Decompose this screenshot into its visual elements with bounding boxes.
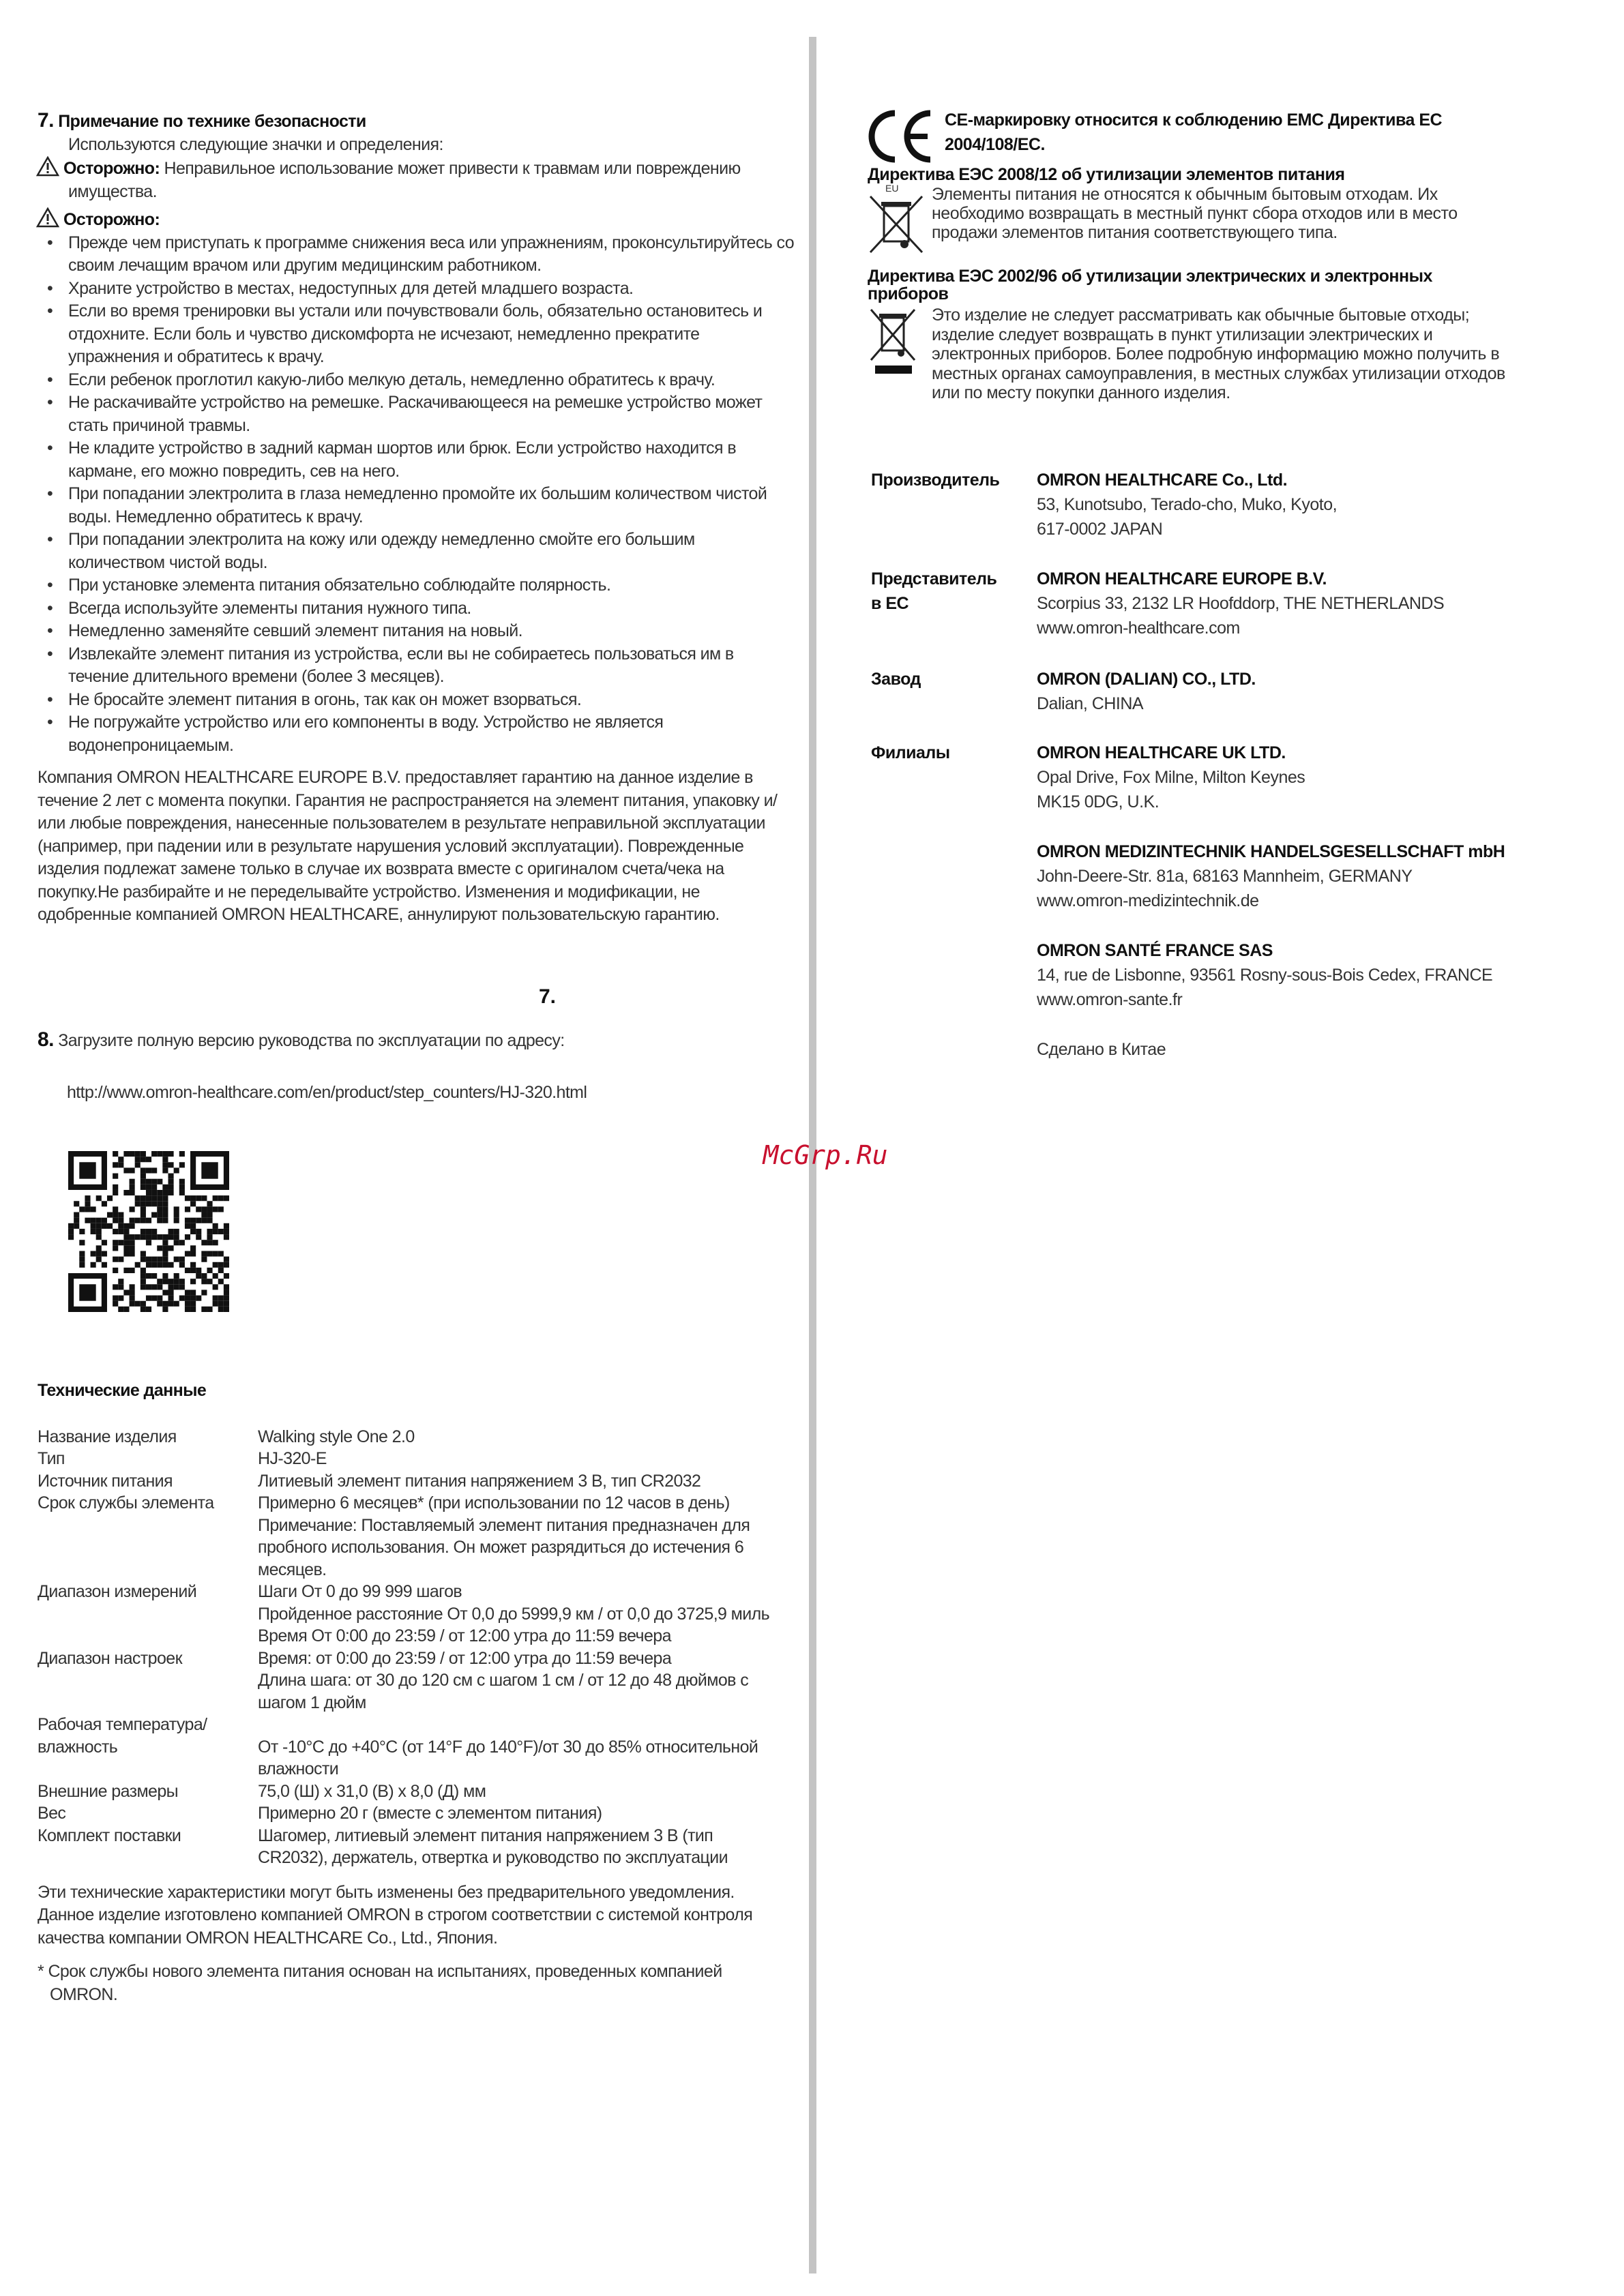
eu-rep-info: OMRON HEALTHCARE EUROPE B.V. Scorpius 33, 2132 LR Hoofddorp, THE NETHERLANDS www.omron-healthcare.com [1037,567,1582,640]
spec-key: Название изделия [38,1427,177,1446]
spec-value: Длина шага: от 30 до 120 см с шагом 1 см / от 12 до 48 дюймов с шагом 1 дюйм [258,1671,749,1712]
spec-value: 75,0 (Ш) x 31,0 (В) x 8,0 (Д) мм [258,1781,486,1801]
branch-uk-info: OMRON HEALTHCARE UK LTD. Opal Drive, Fox Milne, Milton Keynes MK15 0DG, U.K. [1037,743,1305,811]
warranty-paragraph: Компания OMRON HEALTHCARE EUROPE B.V. предоставляет гарантию на данное изделие в течение 2 лет с момента покупки. Гарантия не распространяется на элемент питания, упаковку и/или любые повреждения, нанесенные пользователем в результате неправильной эксплуатации (например, при падении или в результате нарушения условий эксплуатации). Поврежденные изделия подлежат замене только в случае их возврата вместе с оригиналом счета/чека на покупку.Не разбирайте и не переделывайте устройство. Изменения и модификации, не одобренные компанией OMRON HEALTHCARE, аннулируют пользовательскую гарантию. [38,768,778,924]
table-row [38,1448,774,1470]
table-row [38,1825,774,1869]
spec-value: Шаги От 0 до 99 999 шагов [258,1582,462,1601]
list-item: • При попадании электролита в глаза немедленно промойте их большим количеством чистой воды. Немедленно обратитесь к врачу. [38,483,795,528]
watermark: McGrp.Ru [763,1140,888,1170]
specs-table [38,1426,774,1869]
table-row [38,1470,774,1493]
spec-value: От -10°C до +40°C (от 14°F до 140°F)/от 30 до 85% относительной влажности [258,1737,758,1778]
list-item: • Если ребенок проглотил какую-либо мелкую деталь, немедленно обратитесь к врачу. [38,369,795,392]
branch-fr-website-link[interactable]: www.omron-sante.fr [1037,990,1183,1009]
spec-key: Комплект поставки [38,1825,181,1845]
qr-code[interactable] [68,1151,229,1312]
list-item: • При попадании электролита на кожу или одежду немедленно смойте его большим количеством чистой воды. [38,528,795,574]
spec-value: Время От 0:00 до 23:59 / от 12:00 утра до 11:59 вечера [258,1626,671,1645]
spec-value: Примерно 20 г (вместе с элементом питания) [258,1804,602,1823]
spec-key [38,1515,258,1581]
warning-icon [36,156,59,177]
spec-key: Рабочая температура/ влажность [38,1715,207,1757]
spec-value: Шагомер, литиевый элемент питания напряжением 3 В (тип CR2032), держатель, отвертка и руководство по эксплуатации [258,1825,728,1867]
specs-note: Эти технические характеристики могут быть изменены без предварительного уведомления. Данное изделие изготовлено компанией OMRON в строгом соответствии с системой контроля качества компании OMRON HEALTHCARE Co., Ltd., Япония. [38,1882,753,1948]
table-row [38,1648,774,1670]
spec-key: Вес [38,1804,66,1823]
table-row [38,1426,774,1448]
safety-section [38,109,795,927]
table-row [38,1669,774,1714]
safety-bullets [38,232,795,758]
branch-de-info: OMRON MEDIZINTECHNIK HANDELSGESELLSCHAFT mbH John-Deere-Str. 81a, 68163 Mannheim, GERMANY www.omron-medizintechnik.de [1037,839,1582,913]
specs-title: Технические данные [38,1381,207,1400]
specs-section [38,1380,795,2006]
spec-value: Примерно 6 месяцев* (при использовании по 12 часов в день) [258,1493,730,1512]
spec-value: Время: от 0:00 до 23:59 / от 12:00 утра до 11:59 вечера [258,1648,672,1668]
spec-value: HJ-320-E [258,1449,327,1468]
branch-fr-info: OMRON SANTÉ FRANCE SAS 14, rue de Lisbonne, 93561 Rosny-sous-Bois Cedex, FRANCE www.omron-sante.fr [1037,938,1582,1012]
spec-key: Внешние размеры [38,1781,179,1801]
warning-icon [36,207,59,228]
manufacturer-info: OMRON HEALTHCARE Co., Ltd. 53, Kunotsubo, Terado-cho, Muko, Kyoto, 617-0002 JAPAN [1037,471,1338,539]
list-item: • Немедленно заменяйте севший элемент питания на новый. [38,620,795,643]
eu-rep-label: Представитель в ЕС [871,569,997,613]
table-row [38,1515,774,1581]
list-item: • Извлекайте элемент питания из устройства, если вы не собираетесь пользоваться им в течение длительного времени (более 3 месяцев). [38,643,795,689]
list-item: • Не кладите устройство в задний карман шортов или брюк. Если устройство находится в кармане, его можно повредить, сев на него. [38,437,795,483]
table-row [38,1780,774,1803]
manufacturer-label: Производитель [871,471,1000,490]
plant-label: Завод [871,670,921,689]
ce-mark-icon [868,108,936,165]
spec-key: Срок службы элемента [38,1493,214,1512]
table-row [38,1603,774,1626]
spec-key [38,1603,258,1626]
ce-mark-logo [868,108,936,165]
table-row [38,1581,774,1603]
battery-directive-title: Директива ЕЭС 2008/12 об утилизации элементов питания [868,165,1345,184]
list-item: • Храните устройство в местах, недоступных для детей младшего возраста. [38,278,795,301]
safety-intro: Используются следующие значки и определения: [68,134,443,154]
stray-section-number: 7. [539,985,557,1008]
table-row [38,1802,774,1825]
made-in-text: Сделано в Китае [1037,1040,1166,1059]
table-row [38,1492,774,1515]
eu-rep-website-link[interactable]: www.omron-healthcare.com [1037,618,1240,638]
spec-key: Диапазон измерений [38,1582,197,1601]
list-item: • Не бросайте элемент питания в огонь, так как он может взорваться. [38,689,795,712]
caution-note: Осторожно: Неправильное использование может привести к травмам или повреждению имущества. [38,156,795,203]
safety-heading: 7. Примечание по технике безопасности [38,109,366,132]
ce-text: CE-маркировку относится к соблюдению EMC Директива ЕС 2004/108/EC. [945,110,1443,154]
crossed-bin-eu-icon: EU [868,183,925,251]
list-item: • При установке элемента питания обязательно соблюдайте полярность. [38,574,795,597]
spec-key: Диапазон настроек [38,1648,182,1668]
list-item: • Не раскачивайте устройство на ремешке. Раскачивающееся на ремешке устройство может стать причиной травмы. [38,391,795,437]
spec-value: Walking style One 2.0 [258,1427,415,1446]
spec-key [38,1669,258,1714]
caution-heading: Осторожно: [38,207,795,232]
spec-key: Тип [38,1449,65,1468]
list-item: • Прежде чем приступать к программе снижения веса или упражнениям, проконсультируйтесь со своим лечащим врачом или другим медицинским работником. [38,232,795,278]
manual-url-link[interactable]: http://www.omron-healthcare.com/en/product/step_counters/HJ-320.html [67,1082,587,1102]
weee-directive-text: Это изделие не следует рассматривать как обычные бытовые отходы; изделие следует возвращать в пункт утилизации электрических и электронных приборов. Более подробную информацию можно получить в местных органах самоуправления, в местных службах утилизации отходов или по месту покупки данного изделия. [932,305,1505,402]
crossed-bin-weee-icon [870,308,917,376]
plant-info: OMRON (DALIAN) CO., LTD. Dalian, CHINA [1037,670,1256,713]
branches-label: Филиалы [871,743,950,762]
list-item: • Не погружайте устройство или его компоненты в воду. Устройство не является водонепроницаемым. [38,711,795,757]
spec-value: Примечание: Поставляемый элемент питания предназначен для пробного использования. Он может разрядиться до истечения 6 месяцев. [258,1515,750,1579]
spec-value: Литиевый элемент питания напряжением 3 В, тип CR2032 [258,1471,701,1491]
battery-directive-text: Элементы питания не относятся к обычным бытовым отходам. Их необходимо возвращать в местный пункт сбора отходов или в место продажи элементов питания соответствующего типа. [932,185,1458,242]
list-item: • Всегда используйте элементы питания нужного типа. [38,597,795,621]
weee-directive-title: Директива ЕЭС 2002/96 об утилизации электрических и электронных приборов [868,267,1432,303]
spec-key [38,1625,258,1648]
list-item: • Если во время тренировки вы устали или почувствовали боль, обязательно остановитесь и отдохните. Если боль и чувство дискомфорта не исчезают, немедленно прекратите упражнения и обратитесь к врачу. [38,300,795,369]
spec-value: Пройденное расстояние От 0,0 до 5999,9 км / от 0,0 до 3725,9 миль [258,1604,770,1624]
table-row [38,1714,774,1780]
download-section: 8. Загрузите полную версию руководства по эксплуатации по адресу: http://www.omron-healthcare.com/en/product/step_counters/HJ-320.html [38,1028,795,1104]
branch-de-website-link[interactable]: www.omron-medizintechnik.de [1037,891,1259,910]
table-row [38,1625,774,1648]
specs-footnote: * Срок службы нового элемента питания основан на испытаниях, проведенных компанией OMRON. [38,1962,722,2004]
spec-key: Источник питания [38,1471,173,1491]
